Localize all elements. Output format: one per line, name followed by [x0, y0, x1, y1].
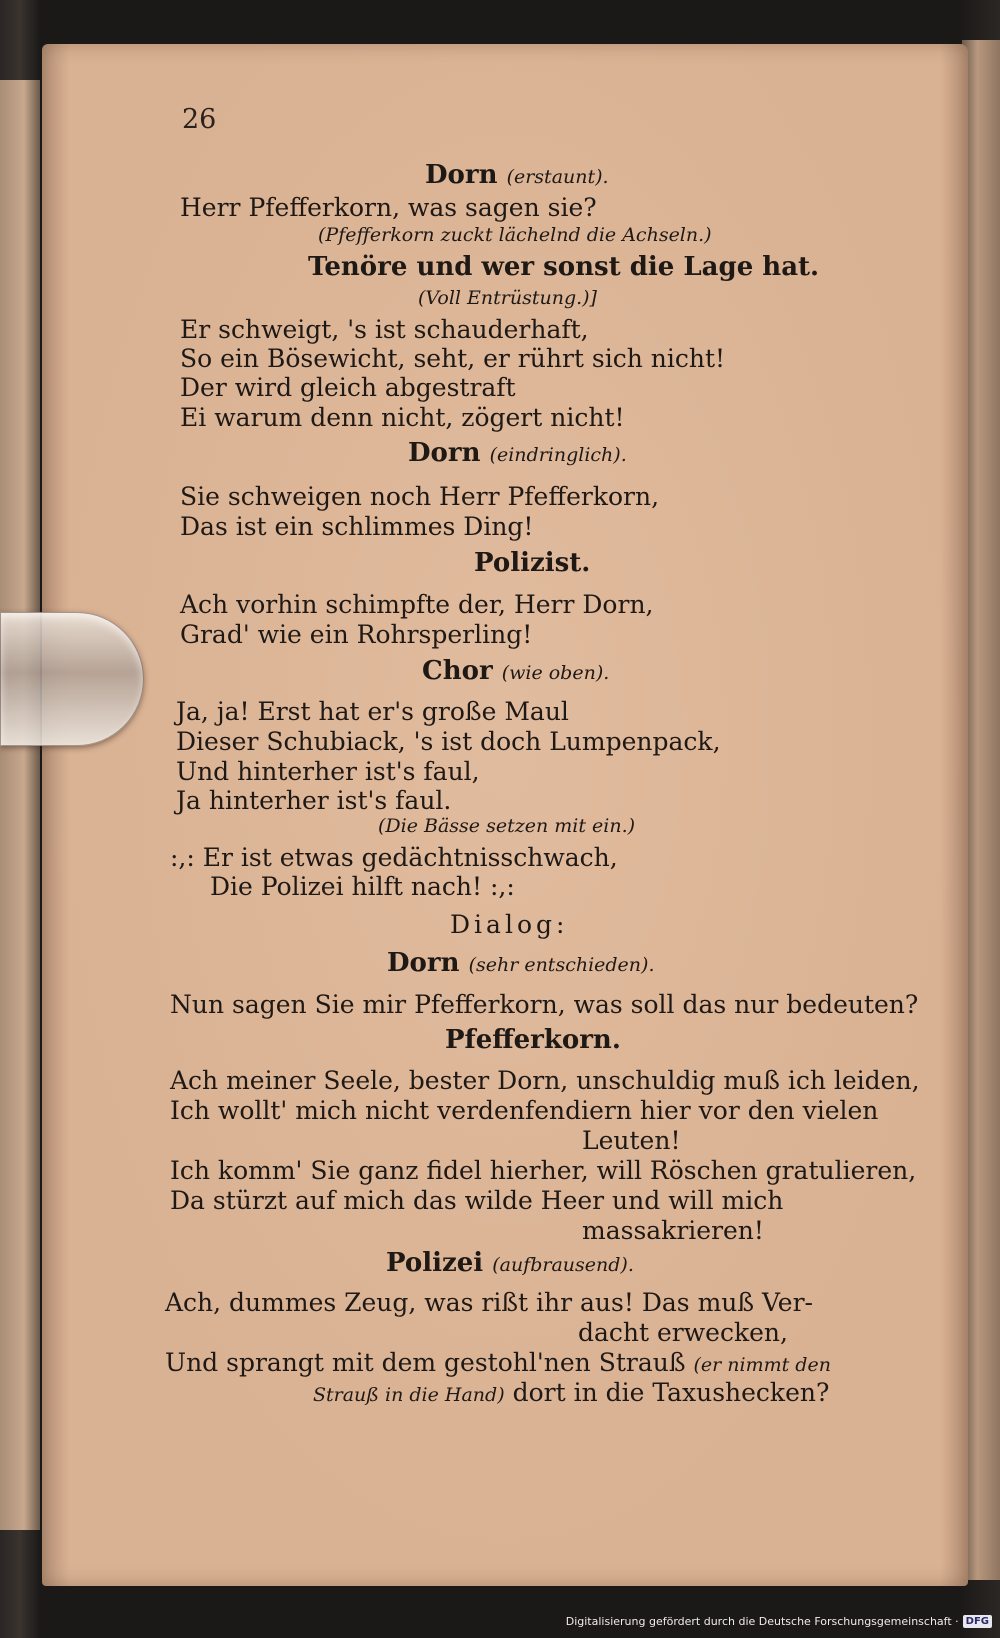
prose-line: Strauß in die Hand) dort in die Taxushecken? — [313, 1378, 830, 1407]
verse-line: Die Polizei hilft nach! :,: — [210, 872, 515, 901]
verse-line: Ei warum denn nicht, zögert nicht! — [180, 403, 625, 432]
speaker-heading: Polizist. — [474, 548, 591, 578]
verse-line: Ja, ja! Erst hat er's große Maul — [176, 697, 569, 726]
verse-line: Dieser Schubiack, 's ist doch Lumpenpack, — [176, 727, 721, 756]
speaker-heading: Pfefferkorn. — [445, 1025, 621, 1055]
prose-line: massakrieren! — [582, 1216, 764, 1245]
verse-line: So ein Bösewicht, seht, er rührt sich nicht! — [180, 344, 726, 373]
verse-line: Der wird gleich abgestraft — [180, 373, 516, 402]
verse-line: Das ist ein schlimmes Ding! — [180, 512, 534, 541]
verse-line: Herr Pfefferkorn, was sagen sie? — [180, 193, 597, 222]
prose-line: Ich wollt' mich nicht verdenfendiern hier vor den vielen — [170, 1096, 879, 1125]
speaker-heading: Chor (wie oben). — [422, 656, 610, 686]
prose-line: Ich komm' Sie ganz fidel hierher, will Röschen gratulieren, — [170, 1156, 917, 1185]
page-number: 26 — [182, 104, 217, 135]
stage-direction: (Pfefferkorn zuckt lächelnd die Achseln.) — [318, 224, 712, 246]
verse-line: Grad' wie ein Rohrsperling! — [180, 620, 533, 649]
verse-line: Und hinterher ist's faul, — [176, 757, 480, 786]
footer-text: Digitalisierung gefördert durch die Deutsche Forschungsgemeinschaft · — [565, 1614, 959, 1628]
speaker-heading: Tenöre und wer sonst die Lage hat. — [308, 252, 820, 282]
left-page-edge — [0, 80, 40, 1530]
prose-line: dacht erwecken, — [578, 1318, 788, 1347]
verse-line: Ach vorhin schimpfte der, Herr Dorn, — [180, 590, 654, 619]
prose-line: Ach meiner Seele, bester Dorn, unschuldig muß ich leiden, — [170, 1066, 920, 1095]
stage-direction: (Die Bässe setzen mit ein.) — [378, 815, 636, 837]
speaker-heading: Dorn (eindringlich). — [408, 438, 627, 468]
speaker-heading: Polizei (aufbrausend). — [386, 1248, 634, 1278]
prose-line: Nun sagen Sie mir Pfefferkorn, was soll das nur bedeuten? — [170, 990, 919, 1019]
prose-line: Da stürzt auf mich das wilde Heer und will mich — [170, 1186, 784, 1215]
prose-line: Und sprangt mit dem gestohl'nen Strauß (er nimmt den — [165, 1348, 831, 1377]
verse-line: Ja hinterher ist's faul. — [176, 786, 452, 815]
verse-line: :,: Er ist etwas gedächtnisschwach, — [170, 843, 618, 872]
speaker-heading: Dorn (erstaunt). — [425, 160, 609, 190]
verse-line: Er schweigt, 's ist schauderhaft, — [180, 315, 589, 344]
section-heading: Dialog: — [450, 910, 569, 939]
prose-line: Leuten! — [582, 1126, 681, 1155]
dfg-logo: DFG — [963, 1615, 992, 1628]
paper-clip — [0, 612, 144, 746]
prose-line: Ach, dummes Zeug, was rißt ihr aus! Das muß Ver- — [165, 1288, 813, 1317]
verse-line: Sie schweigen noch Herr Pfefferkorn, — [180, 482, 660, 511]
speaker-heading: Dorn (sehr entschieden). — [387, 948, 655, 978]
digitization-footer — [566, 1606, 992, 1636]
stage-direction: (Voll Entrüstung.)] — [418, 287, 597, 309]
